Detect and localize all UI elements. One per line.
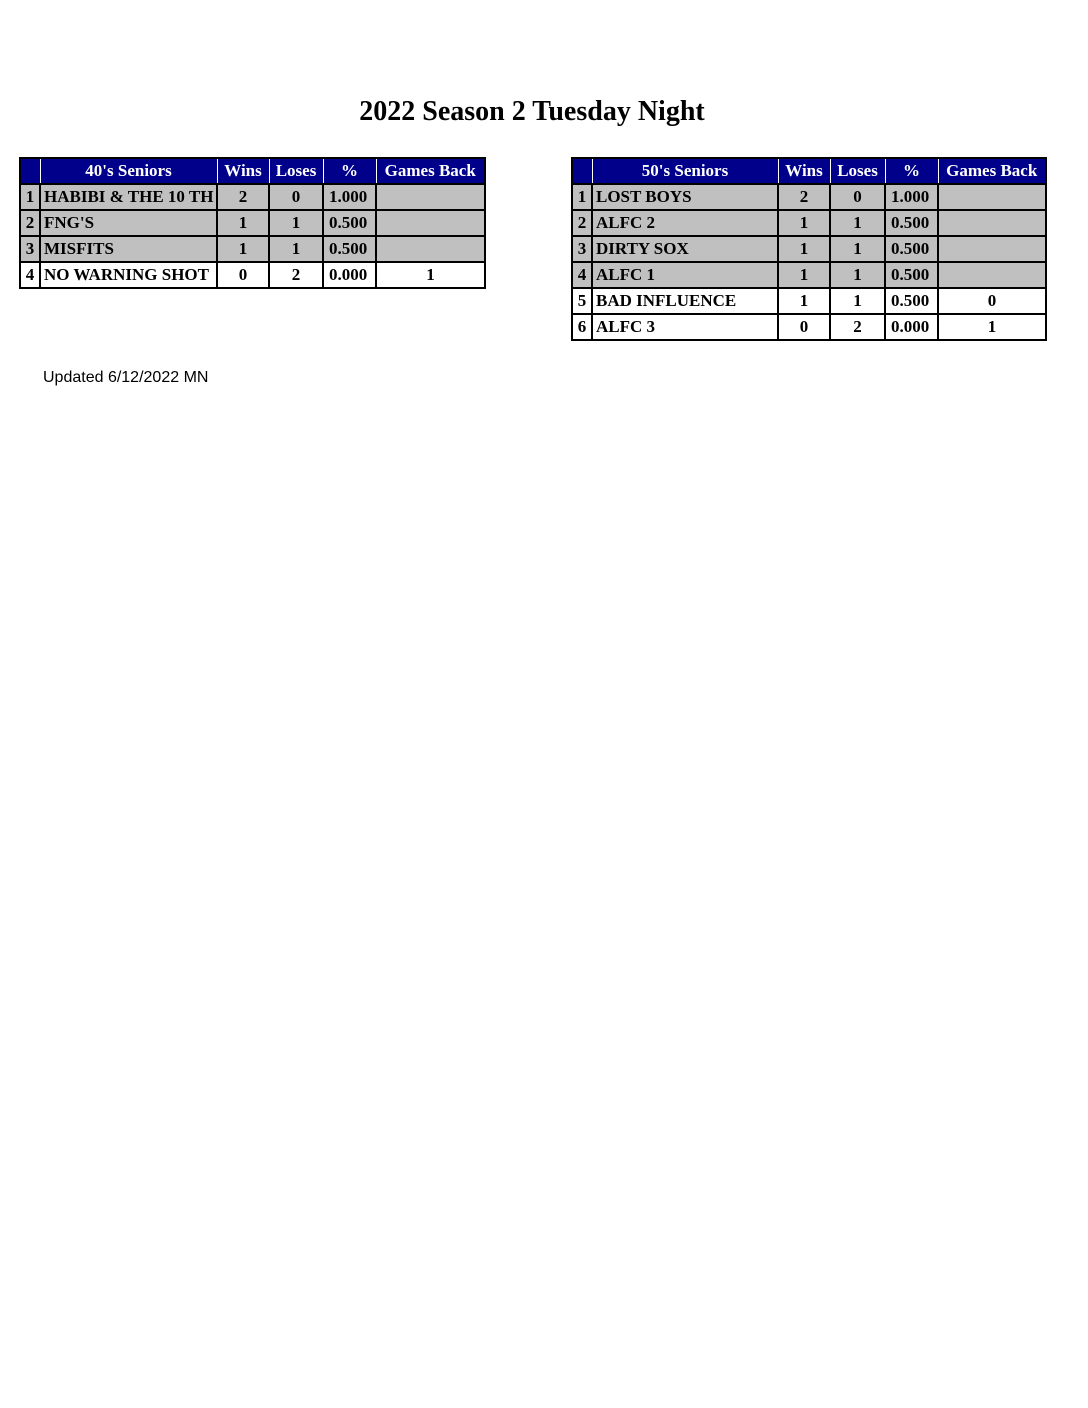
rank-cell: 6 — [572, 314, 592, 340]
rank-cell: 2 — [572, 210, 592, 236]
table-row — [20, 184, 485, 210]
games-back-cell — [938, 236, 1046, 262]
loses-cell: 1 — [830, 210, 885, 236]
percent-cell: 1.000 — [885, 184, 938, 210]
table-row — [572, 288, 1046, 314]
rank-cell: 3 — [572, 236, 592, 262]
percent-cell: 0.500 — [323, 210, 376, 236]
wins-cell: 2 — [778, 184, 830, 210]
table-row — [20, 210, 485, 236]
loses-cell: 1 — [830, 236, 885, 262]
table-row — [572, 236, 1046, 262]
team-cell: ALFC 1 — [592, 262, 778, 288]
loses-cell: 0 — [830, 184, 885, 210]
wins-cell: 1 — [217, 236, 269, 262]
games-back-column-header: Games Back — [376, 158, 485, 184]
games-back-column-header: Games Back — [938, 158, 1046, 184]
percent-column-header: % — [885, 158, 938, 184]
rank-cell: 5 — [572, 288, 592, 314]
rank-cell: 1 — [572, 184, 592, 210]
table-row — [20, 236, 485, 262]
team-cell: NO WARNING SHOT — [40, 262, 217, 288]
rank-cell: 4 — [572, 262, 592, 288]
team-cell: LOST BOYS — [592, 184, 778, 210]
rank-cell: 4 — [20, 262, 40, 288]
percent-column-header: % — [323, 158, 376, 184]
page-title: 2022 Season 2 Tuesday Night — [359, 96, 705, 127]
team-cell: DIRTY SOX — [592, 236, 778, 262]
wins-cell: 1 — [778, 236, 830, 262]
table-row — [572, 262, 1046, 288]
games-back-cell: 1 — [376, 262, 485, 288]
team-cell: BAD INFLUENCE — [592, 288, 778, 314]
percent-cell: 0.000 — [885, 314, 938, 340]
wins-column-header: Wins — [778, 158, 830, 184]
table-header-row — [572, 158, 1046, 184]
rank-cell: 1 — [20, 184, 40, 210]
team-cell: FNG'S — [40, 210, 217, 236]
wins-cell: 1 — [778, 262, 830, 288]
games-back-cell: 1 — [938, 314, 1046, 340]
loses-cell: 2 — [269, 262, 323, 288]
games-back-cell — [938, 184, 1046, 210]
table-row — [572, 314, 1046, 340]
percent-cell: 0.500 — [323, 236, 376, 262]
loses-cell: 1 — [830, 288, 885, 314]
loses-cell: 1 — [269, 236, 323, 262]
games-back-cell — [376, 236, 485, 262]
wins-cell: 2 — [217, 184, 269, 210]
percent-cell: 0.500 — [885, 262, 938, 288]
wins-cell: 0 — [217, 262, 269, 288]
division-column-header: 50's Seniors — [592, 158, 778, 184]
updated-note: Updated 6/12/2022 MN — [43, 369, 209, 386]
games-back-cell — [376, 210, 485, 236]
rank-column-header — [572, 158, 592, 184]
loses-cell: 1 — [830, 262, 885, 288]
wins-cell: 1 — [778, 288, 830, 314]
wins-column-header: Wins — [217, 158, 269, 184]
percent-cell: 1.000 — [323, 184, 376, 210]
team-cell: ALFC 3 — [592, 314, 778, 340]
loses-cell: 1 — [269, 210, 323, 236]
wins-cell: 0 — [778, 314, 830, 340]
percent-cell: 0.500 — [885, 210, 938, 236]
team-cell: MISFITS — [40, 236, 217, 262]
percent-cell: 0.000 — [323, 262, 376, 288]
rank-cell: 3 — [20, 236, 40, 262]
loses-cell: 0 — [269, 184, 323, 210]
rank-cell: 2 — [20, 210, 40, 236]
table-row — [20, 262, 485, 288]
table-row — [572, 210, 1046, 236]
table-header-row — [20, 158, 485, 184]
loses-column-header: Loses — [269, 158, 323, 184]
loses-cell: 2 — [830, 314, 885, 340]
games-back-cell — [938, 210, 1046, 236]
standings-table-40s — [19, 157, 486, 289]
wins-cell: 1 — [778, 210, 830, 236]
rank-column-header — [20, 158, 40, 184]
wins-cell: 1 — [217, 210, 269, 236]
team-cell: ALFC 2 — [592, 210, 778, 236]
games-back-cell — [376, 184, 485, 210]
division-column-header: 40's Seniors — [40, 158, 217, 184]
team-cell: HABIBI & THE 10 TH — [40, 184, 217, 210]
games-back-cell: 0 — [938, 288, 1046, 314]
table-row — [572, 184, 1046, 210]
percent-cell: 0.500 — [885, 288, 938, 314]
loses-column-header: Loses — [830, 158, 885, 184]
standings-table-50s — [571, 157, 1047, 341]
percent-cell: 0.500 — [885, 236, 938, 262]
games-back-cell — [938, 262, 1046, 288]
